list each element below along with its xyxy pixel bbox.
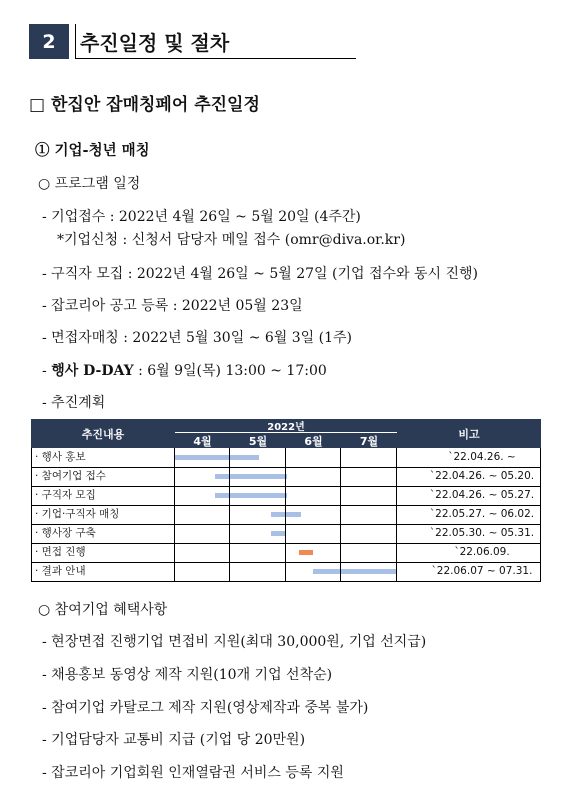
table-row (31, 467, 541, 487)
row-label: · 참여기업 접수 (35, 470, 106, 482)
table-row (31, 562, 541, 582)
row-label: · 기업·구직자 매칭 (35, 508, 120, 520)
benefit-item: - 기업담당자 교통비 지급 (기업 당 20만원) (42, 732, 306, 748)
benefits-title: ○ 참여기업 혜택사항 (38, 602, 168, 618)
schedule-bar (313, 569, 397, 574)
schedule-bar (271, 512, 301, 517)
row-label: · 결과 안내 (35, 565, 86, 577)
header-month-7: 7월 (341, 433, 397, 448)
row-label: · 구직자 모집 (35, 489, 96, 501)
benefit-item: - 현장면접 진행기업 면접비 지원(최대 30,000원, 기업 선지급) (42, 634, 427, 650)
section-title: 추진일정 및 절차 (75, 24, 356, 59)
plan-label: - 추진계획 (42, 395, 106, 411)
row-note: `22.05.27. ~ 06.02. (429, 508, 535, 520)
company-schedule: - 기업접수 : 2022년 4월 26일 ~ 5월 20일 (4주간) (42, 209, 361, 225)
benefit-item: - 채용홍보 동영상 제작 지원(10개 기업 선착순) (42, 667, 333, 683)
row-note: `22.04.26. ~ 05.20. (429, 470, 535, 482)
row-note: `22.04.26. ~ 05.27. (429, 489, 535, 501)
row-note: `22.06.09. (454, 546, 510, 558)
schedule-bar (215, 474, 287, 479)
table-row (31, 543, 541, 563)
table-row (31, 448, 541, 468)
subheading: ① 기업-청년 매칭 (35, 142, 150, 159)
schedule-bar (215, 493, 287, 498)
row-label: · 행사장 구축 (35, 527, 96, 539)
jobseeker-schedule: - 구직자 모집 : 2022년 4월 26일 ~ 5월 27일 (기업 접수와 동시 진행) (42, 266, 478, 282)
schedule-table (31, 419, 541, 582)
jobkorea-schedule: - 잡코리아 공고 등록 : 2022년 05월 23일 (42, 298, 303, 314)
row-note: `22.04.26. ~ (448, 451, 516, 463)
schedule-bar (271, 531, 286, 536)
dday-prefix: - (42, 363, 52, 379)
table-row (31, 505, 541, 525)
schedule-bar (299, 550, 313, 555)
row-note: `22.06.07 ~ 07.31. (431, 565, 533, 577)
table-row (31, 524, 541, 544)
company-note: *기업신청 : 신청서 담당자 메일 접수 (omr@diva.or.kr) (57, 232, 406, 248)
header-month-5: 5월 (230, 433, 286, 448)
header-year: 2022년 (175, 419, 397, 433)
benefit-item: - 참여기업 카탈로그 제작 지원(영상제작과 중복 불가) (42, 700, 369, 716)
interview-schedule: - 면접자매칭 : 2022년 5월 30일 ~ 6월 3일 (1주) (42, 330, 352, 346)
header-month-6: 6월 (286, 433, 341, 448)
row-label: · 면접 진행 (35, 546, 86, 558)
row-label: · 행사 홍보 (35, 451, 86, 463)
program-title: ○ 프로그램 일정 (38, 176, 141, 192)
header-content: 추진내용 (31, 419, 175, 448)
page-heading: □ 한집안 잡매칭페어 추진일정 (29, 95, 260, 115)
section-number-badge: 2 (29, 24, 69, 59)
benefit-item: - 잡코리아 기업회원 인재열람권 서비스 등록 지원 (42, 765, 344, 781)
schedule-bar (175, 455, 259, 460)
table-row (31, 486, 541, 506)
row-note: `22.05.30. ~ 05.31. (429, 527, 535, 539)
header-note: 비고 (397, 419, 541, 448)
dday-rest: : 6월 9일(목) 13:00 ~ 17:00 (133, 363, 327, 379)
header-month-4: 4월 (175, 433, 230, 448)
dday-schedule (42, 360, 327, 380)
dday-label: 행사 D-DAY (51, 363, 134, 379)
